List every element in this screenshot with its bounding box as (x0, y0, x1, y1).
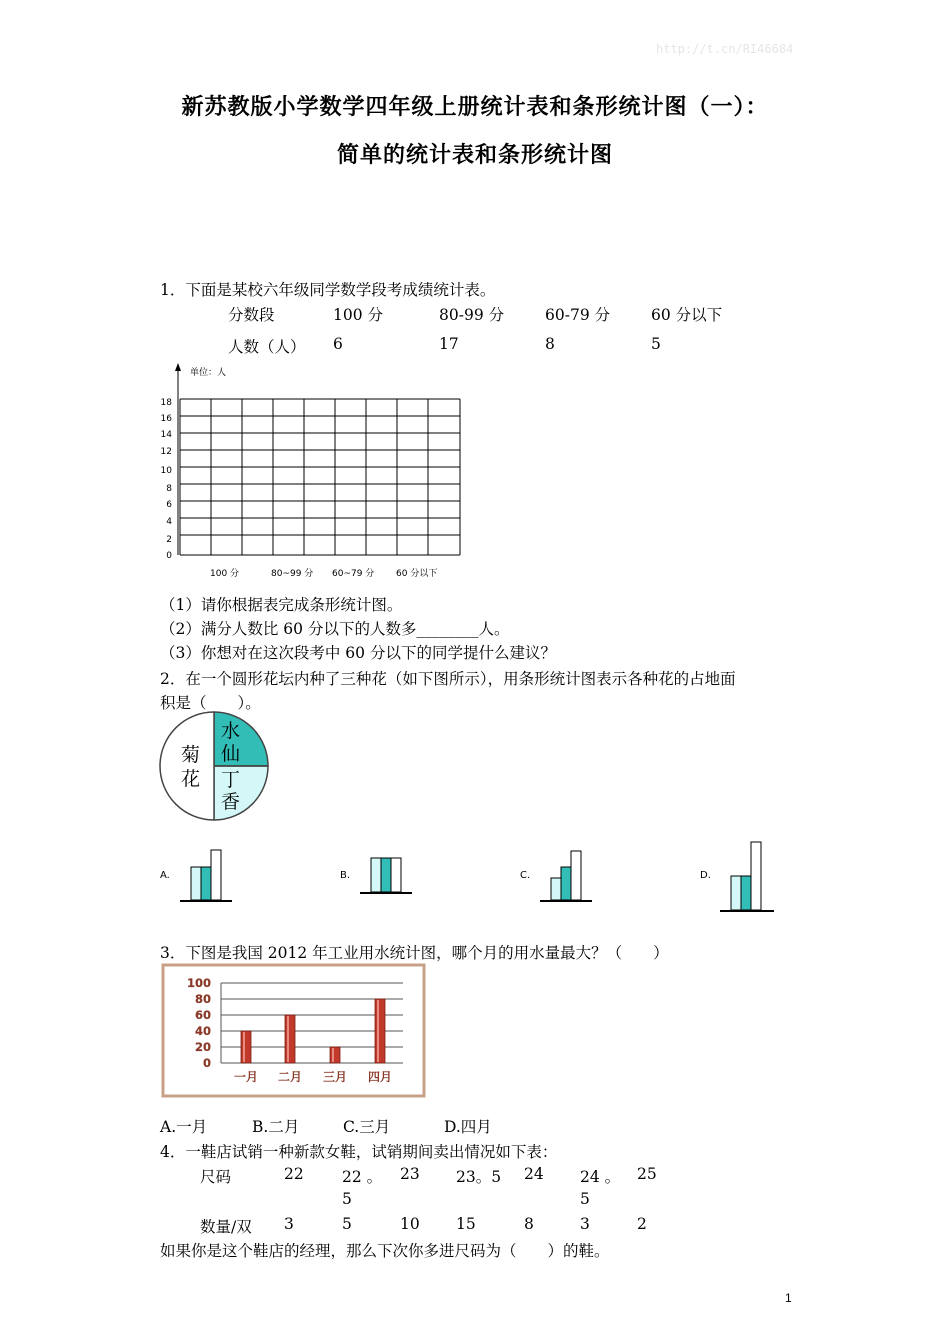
y-tick-label: 12 (160, 447, 172, 457)
bar-highlight (287, 1016, 289, 1062)
q4-question: 如果你是这个鞋店的经理，那么下次你多进尺码为（ ）的鞋。 (160, 1242, 610, 1260)
q1-sub2: （2）满分人数比 60 分以下的人数多________人。 (160, 620, 510, 638)
q1-table-cell: 人数（人） (228, 338, 306, 356)
q4-qty-cell: 10 (400, 1215, 420, 1233)
q2-line2: 积是（ ）。 (160, 694, 261, 712)
q4-size-cell: 25 (637, 1165, 657, 1183)
q1-table-cell: 8 (545, 335, 555, 353)
q4-intro: 4．一鞋店试销一种新款女鞋，试销期间卖出情况如下表： (160, 1143, 558, 1161)
page-title-line1: 新苏教版小学数学四年级上册统计表和条形统计图（一）： (181, 95, 769, 120)
y-tick-label: 6 (166, 500, 172, 510)
y-tick-label: 40 (194, 1024, 211, 1038)
q4-qty-label: 数量/双 (200, 1218, 252, 1236)
q3-water-chart (161, 963, 427, 1099)
option-c-mini-chart (538, 848, 594, 906)
q1-table-cell: 100 分 (333, 306, 384, 324)
q4-size-cell: 22 。 (342, 1168, 383, 1186)
chart-grid (180, 399, 460, 555)
q4-qty-cell: 2 (637, 1215, 647, 1233)
choice-a[interactable]: A.一月 (160, 1118, 208, 1136)
bar-highlight (332, 1048, 334, 1062)
q4-qty-cell: 5 (342, 1215, 352, 1233)
page-number: 1 (785, 1291, 792, 1305)
circle-label: 香 (221, 791, 241, 813)
x-tick-label: 二月 (277, 1070, 303, 1084)
bar-highlight (377, 1000, 379, 1062)
circle-label: 水 (221, 720, 241, 742)
q1-sub3: （3）你想对在这次段考中 60 分以下的同学提什么建议？ (160, 644, 556, 662)
option-a-label[interactable]: A. (160, 870, 170, 881)
circle-label: 花 (181, 768, 201, 790)
option-b-mini-chart (358, 848, 414, 906)
q1-table-cell: 分数段 (228, 306, 275, 324)
q4-size-cell: 22 (284, 1165, 304, 1183)
option-d-mini-chart (718, 838, 778, 916)
q2-flower-circle (155, 707, 271, 823)
y-tick-label: 16 (160, 414, 172, 424)
q3-question: 3．下图是我国 2012 年工业用水统计图，哪个月的用水量最大？（ ） (160, 944, 669, 962)
q1-sub1: （1）请你根据表完成条形统计图。 (160, 596, 403, 614)
bar-highlight (243, 1032, 245, 1062)
y-tick-label: 60 (194, 1008, 211, 1022)
bar-二月 (285, 1015, 295, 1063)
q4-qty-cell: 8 (524, 1215, 534, 1233)
x-tick-label: 60~79 分 (332, 569, 375, 579)
bar-一月 (241, 1031, 251, 1063)
option-c-label[interactable]: C. (520, 870, 531, 881)
chrysanthemum-region (160, 712, 214, 820)
q4-qty-cell: 3 (284, 1215, 294, 1233)
q1-intro: 1．下面是某校六年级同学数学段考成绩统计表。 (160, 281, 496, 299)
x-tick-label: 100 分 (210, 569, 240, 579)
circle-label: 丁 (221, 769, 241, 791)
y-tick-label: 18 (160, 398, 172, 408)
y-tick-label: 20 (194, 1040, 211, 1054)
q4-size-label: 尺码 (200, 1168, 232, 1186)
page-title-line2: 简单的统计表和条形统计图 (336, 143, 613, 168)
q1-table-cell: 80-99 分 (439, 306, 505, 324)
choice-b[interactable]: B.二月 (252, 1118, 300, 1136)
y-tick-label: 10 (160, 466, 172, 476)
q4-size-cell: 24 。 (580, 1168, 621, 1186)
bar-四月 (375, 999, 385, 1063)
q4-size-cell: 23。5 (456, 1168, 502, 1186)
watermark-url: http://t.cn/RI46684 (656, 42, 794, 56)
choice-c[interactable]: C.三月 (343, 1118, 391, 1136)
choice-d[interactable]: D.四月 (444, 1118, 492, 1136)
q1-table-cell: 17 (439, 335, 459, 353)
y-tick-label: 100 (186, 976, 211, 990)
q4-qty-cell: 15 (456, 1215, 476, 1233)
circle-label: 仙 (221, 743, 241, 765)
bar-三月 (330, 1047, 340, 1063)
y-tick-label: 0 (202, 1056, 211, 1070)
q4-size-cell: 24 (524, 1165, 544, 1183)
y-tick-label: 4 (166, 517, 172, 527)
chart-unit-label: 单位：人 (190, 368, 227, 378)
q2-line1: 2．在一个圆形花坛内种了三种花（如下图所示），用条形统计图表示各种花的占地面 (160, 670, 736, 688)
y-tick-label: 2 (166, 535, 172, 545)
q1-table-cell: 60 分以下 (651, 306, 723, 324)
y-tick-label: 14 (160, 430, 172, 440)
y-tick-label: 8 (166, 484, 172, 494)
q1-table-cell: 60-79 分 (545, 306, 611, 324)
option-d-label[interactable]: D. (700, 870, 711, 881)
q4-size-cell-wrap: 5 (342, 1190, 352, 1208)
option-b-label[interactable]: B. (340, 870, 351, 881)
x-tick-label: 三月 (322, 1070, 348, 1084)
y-tick-label: 0 (166, 551, 172, 561)
circle-label: 菊 (181, 744, 201, 766)
q4-size-cell: 23 (400, 1165, 420, 1183)
x-tick-label: 60 分以下 (396, 569, 438, 579)
q4-size-cell-wrap: 5 (580, 1190, 590, 1208)
y-tick-label: 80 (194, 992, 211, 1006)
q1-table-cell: 5 (651, 335, 661, 353)
x-tick-label: 一月 (233, 1070, 259, 1084)
option-a-mini-chart (178, 848, 234, 906)
x-tick-label: 80~99 分 (271, 569, 314, 579)
q1-grid-chart (150, 360, 470, 586)
x-tick-label: 四月 (367, 1070, 393, 1084)
q1-table-cell: 6 (333, 335, 343, 353)
q4-qty-cell: 3 (580, 1215, 590, 1233)
